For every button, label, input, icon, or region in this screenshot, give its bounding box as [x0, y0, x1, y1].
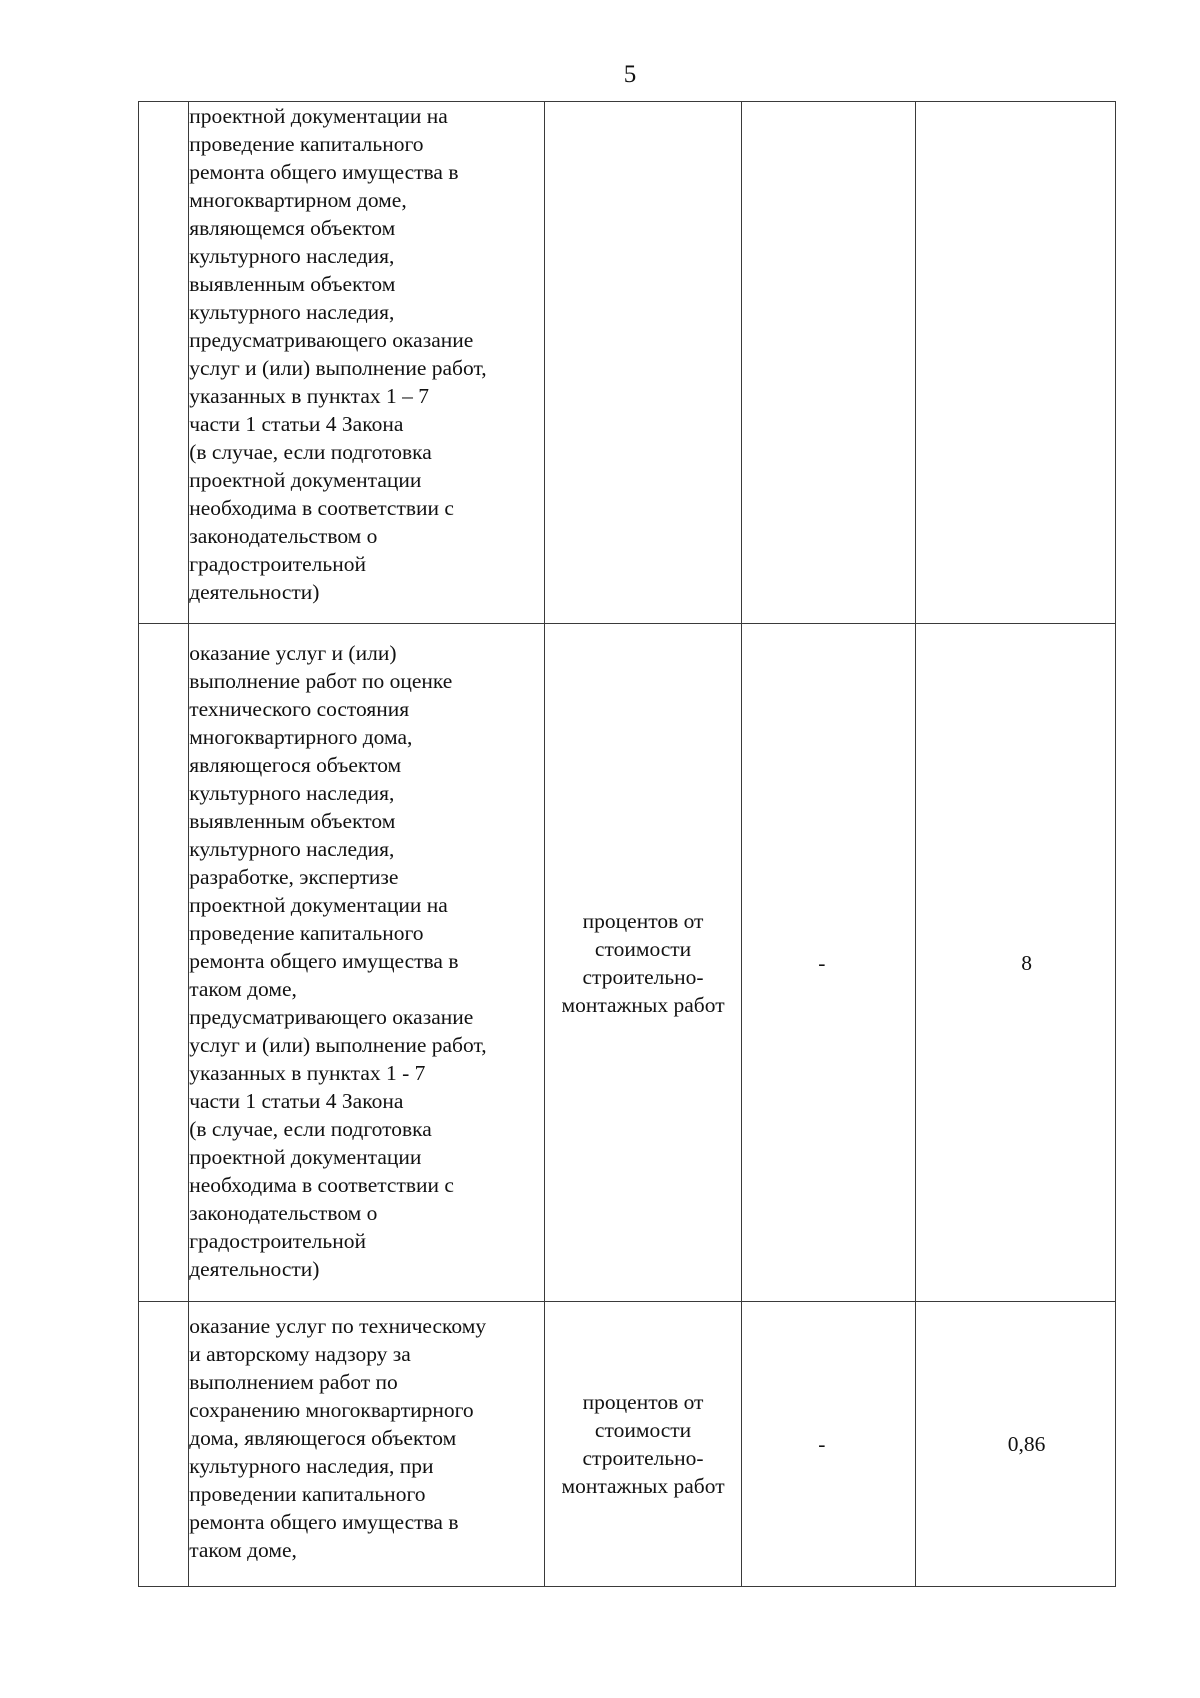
table-row: [139, 102, 1116, 624]
description-line: проектной документации: [189, 1145, 422, 1169]
value-cell-2: [916, 624, 1116, 1302]
value-2-text: 0,86: [1007, 1432, 1046, 1456]
unit-line: монтажных работ: [561, 1474, 725, 1498]
description-line: разработке, экспертизе: [189, 865, 399, 889]
description-line: указанных в пунктах 1 - 7: [189, 1061, 426, 1085]
value-cell-1: [742, 102, 916, 624]
description-line: градостроительной: [189, 552, 366, 576]
description-cell: [189, 102, 544, 624]
description-line: проектной документации на: [189, 104, 448, 128]
description-line: дома, являющегося объектом: [189, 1426, 457, 1450]
description-line: и авторскому надзору за: [189, 1342, 411, 1366]
row-number-cell: [139, 624, 189, 1302]
description-line: выявленным объектом: [189, 809, 396, 833]
unit-cell: [544, 624, 742, 1302]
description-line: культурного наследия,: [189, 244, 395, 268]
description-line: являющемся объектом: [189, 216, 396, 240]
unit-line: строительно-: [582, 1446, 704, 1470]
description-line: ремонта общего имущества в: [189, 160, 459, 184]
row-number-cell: [139, 1302, 189, 1587]
description-line: деятельности): [189, 580, 320, 604]
value-1-text: -: [818, 1432, 826, 1456]
description-line: технического состояния: [189, 697, 410, 721]
description-line: услуг и (или) выполнение работ,: [189, 1033, 487, 1057]
description-line: части 1 статьи 4 Закона: [189, 1089, 404, 1113]
description-line: оказание услуг по техническому: [189, 1314, 487, 1338]
description-line: деятельности): [189, 1257, 320, 1281]
row-number-cell: [139, 102, 189, 624]
value-cell-1: [742, 624, 916, 1302]
description-line: ремонта общего имущества в: [189, 1510, 459, 1534]
value-cell-2: [916, 1302, 1116, 1587]
unit-line: строительно-: [582, 964, 704, 989]
description-line: культурного наследия,: [189, 781, 395, 805]
description-line: проведении капитального: [189, 1482, 426, 1506]
description-line: предусматривающего оказание: [189, 1005, 474, 1029]
description-line: выполнение работ по оценке: [189, 669, 453, 693]
unit-cell: [544, 102, 742, 624]
description-line: выявленным объектом: [189, 272, 396, 296]
description-line: законодательством о: [189, 524, 378, 548]
description-line: ремонта общего имущества в: [189, 949, 459, 973]
description-line: указанных в пунктах 1 – 7: [189, 384, 430, 408]
description-line: проектной документации на: [189, 893, 448, 917]
value-cell-1: [742, 1302, 916, 1587]
table-row: [139, 1302, 1116, 1587]
description-line: (в случае, если подготовка: [189, 440, 432, 464]
description-line: (в случае, если подготовка: [189, 1117, 432, 1141]
description-line: многоквартирном доме,: [189, 188, 407, 212]
unit-line: монтажных работ: [561, 992, 725, 1017]
description-line: таком доме,: [189, 1538, 297, 1562]
description-line: проведение капитального: [189, 132, 424, 156]
description-line: многоквартирного дома,: [189, 725, 413, 749]
description-cell: [189, 624, 544, 1302]
description-line: культурного наследия,: [189, 837, 395, 861]
description-line: предусматривающего оказание: [189, 328, 474, 352]
description-line: услуг и (или) выполнение работ,: [189, 356, 487, 380]
description-line: законодательством о: [189, 1201, 378, 1225]
description-line: являющегося объектом: [189, 753, 402, 777]
table-body: [139, 102, 1116, 1587]
description-cell: [189, 1302, 544, 1587]
unit-cell: [544, 1302, 742, 1587]
description-line: культурного наследия, при: [189, 1454, 434, 1478]
description-line: культурного наследия,: [189, 300, 395, 324]
description-line: необходима в соответствии с: [189, 496, 454, 520]
description-line: таком доме,: [189, 977, 297, 1001]
unit-line: стоимости: [594, 936, 692, 961]
description-line: части 1 статьи 4 Закона: [189, 412, 404, 436]
description-line: проектной документации: [189, 468, 422, 492]
description-line: выполнением работ по: [189, 1370, 398, 1394]
unit-line: стоимости: [594, 1418, 692, 1442]
unit-line: процентов от: [582, 908, 704, 933]
unit-line: процентов от: [582, 1390, 704, 1414]
description-line: оказание услуг и (или): [189, 641, 397, 665]
value-cell-2: [916, 102, 1116, 624]
description-line: необходима в соответствии с: [189, 1173, 454, 1197]
description-line: проведение капитального: [189, 921, 424, 945]
description-line: градостроительной: [189, 1229, 366, 1253]
page-number: 5: [623, 61, 637, 88]
tariff-table: [138, 101, 1116, 1587]
value-2-text: 8: [1021, 950, 1032, 975]
value-1-text: -: [818, 950, 826, 975]
table-row: [139, 624, 1116, 1302]
description-line: сохранению многоквартирного: [189, 1398, 474, 1422]
